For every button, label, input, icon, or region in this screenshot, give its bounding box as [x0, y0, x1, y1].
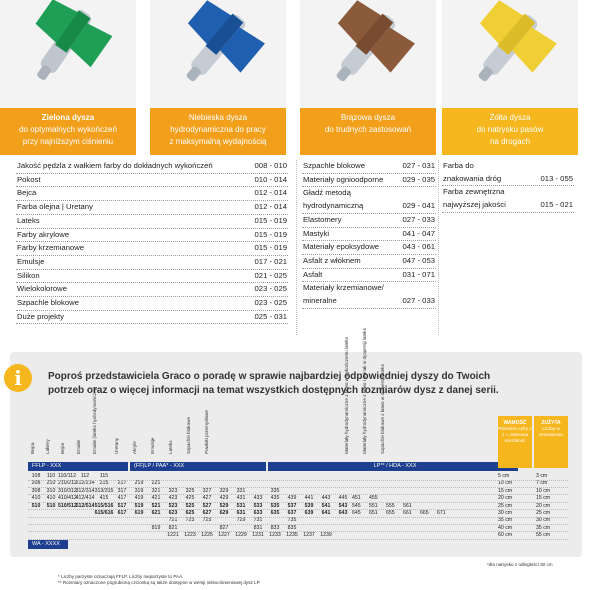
table-cell: 210 [46, 480, 56, 487]
table-cell: 110 [46, 473, 56, 479]
item-range: 010 - 014 [254, 174, 287, 184]
footnotes [58, 574, 260, 586]
item-range: 031 - 071 [402, 269, 435, 279]
item-label: Elastomery [303, 214, 342, 224]
column-header: Emalie [76, 439, 81, 454]
card-title: Zielona dysza [41, 113, 95, 122]
item-range: 017 - 021 [254, 256, 287, 266]
footnote: * Liczby parzyste oznaczają FFLP. Liczby nieparzyste to PAA. [58, 574, 184, 579]
wa-bar: WA - XXXX [28, 540, 68, 549]
table-cell: 208 [31, 480, 41, 487]
table-cell: 643 [338, 510, 348, 516]
item-label: Farby akrylowe [17, 229, 70, 239]
item-range: 015 - 019 [254, 243, 287, 253]
table-cell: 435 [270, 495, 280, 502]
table-cell: 725 [202, 517, 212, 524]
list-item [16, 215, 288, 229]
info-panel [10, 328, 582, 557]
table-cell: 655 [386, 510, 395, 516]
legend-box [498, 416, 532, 468]
list-item [442, 160, 574, 173]
item-label: Emulsje [17, 256, 45, 266]
list-item [302, 228, 436, 242]
table-cell: 831 [253, 524, 263, 531]
spray-width: 35 cm [536, 524, 551, 531]
table-cell: 313/315 [94, 487, 114, 494]
item-label: Asfalt [303, 269, 323, 279]
table-cell: 419 [134, 495, 144, 502]
item-range: 027 - 033 [402, 214, 435, 224]
series-bar: FFLP - XXX [28, 462, 128, 471]
row-divider [28, 480, 568, 481]
table-cell: 821 [168, 524, 178, 531]
item-range: 027 - 031 [402, 161, 435, 170]
series-bar: LP** / HDA - XXX [268, 462, 518, 471]
table-cell: 217 [117, 480, 127, 487]
table-cell: 519 [134, 502, 144, 509]
table-cell: 661 [403, 510, 412, 516]
item-range: 041 - 047 [402, 228, 435, 238]
spray-width: 3 cm [536, 473, 548, 479]
table-cell: 637 [287, 510, 297, 516]
column-header: Materiały hydrodynamiczne z łatwo i jednak w dyspersji lateks [362, 328, 367, 454]
table-cell: 515/516 [94, 502, 114, 509]
footnote: ** Rozmiary oznaczone pogrubioną czcionką są także dostępne w wersji niskociśnieniowej dysz LP. [58, 580, 261, 585]
table-cell: 425 [185, 495, 195, 502]
spray-width: 25 cm [498, 502, 513, 509]
card-subtitle: z maksymalną wydajnością [169, 137, 267, 146]
green-list [16, 160, 288, 324]
item-label: mineralne [303, 296, 337, 306]
card-header [442, 108, 578, 155]
spray-width: 30 cm [498, 510, 513, 516]
table-cell: 410 [46, 495, 56, 502]
item-range: 012 - 014 [254, 202, 287, 212]
column-header: Szpachle blokowe [186, 416, 191, 454]
item-range: 025 - 031 [254, 311, 287, 321]
item-label: Farba do [443, 161, 474, 170]
info-text [48, 370, 499, 398]
table-cell: 417 [117, 495, 127, 502]
item-range: 015 - 021 [540, 200, 573, 210]
item-label: Lateks [17, 215, 40, 225]
table-cell: 633 [253, 510, 263, 516]
item-label: Szpachle blokowe [303, 161, 365, 170]
brown-list [302, 160, 436, 309]
list-item [16, 256, 288, 270]
item-label: Gładź metodą [303, 188, 351, 198]
list-item [302, 187, 436, 200]
table-cell: 1229 [235, 532, 247, 539]
item-label: Wielokolorowe [17, 284, 67, 294]
table-cell: 535 [270, 502, 280, 509]
list-item [302, 214, 436, 228]
item-range: 029 - 041 [402, 201, 435, 211]
table-cell: 455 [369, 495, 378, 502]
table-cell: 210/212 [58, 480, 77, 487]
list-item [16, 311, 288, 325]
table-cell: 615/616 [94, 510, 114, 516]
spray-width: 60 cm [498, 532, 513, 539]
spray-width: 40 cm [498, 524, 513, 531]
table-cell: 1237 [303, 532, 315, 539]
card-subtitle: do natrysku pasów [476, 125, 544, 134]
item-range: 015 - 019 [254, 215, 287, 225]
table-cell: 543 [338, 502, 348, 509]
column-header: Lateks [168, 440, 173, 454]
table-cell: 421 [151, 495, 161, 502]
info-line: Poproś przedstawiciela Graco o poradę w sprawie najbardziej odpowiedniej dyszy do Twoich [48, 371, 491, 382]
table-cell: 1239 [320, 532, 332, 539]
list-item [16, 297, 288, 311]
table-cell: 221 [151, 480, 161, 487]
table-cell: 631 [236, 510, 246, 516]
yellow-spray-tip-icon [442, 0, 578, 108]
row-divider [28, 531, 568, 532]
item-label: Farby krzemianowe [17, 243, 85, 253]
card-header [150, 108, 286, 155]
table-cell: 308 [31, 487, 41, 494]
column-header: Akryle [132, 441, 137, 454]
column-header: Bejce [60, 442, 65, 454]
item-label: Farba olejna | Uretany [17, 202, 93, 212]
table-cell: 323 [168, 487, 178, 494]
info-icon: i [4, 364, 32, 392]
item-range: 021 - 025 [254, 270, 287, 280]
list-item [442, 186, 574, 199]
table-cell: 321 [151, 487, 161, 494]
spray-width: 15 cm [536, 495, 551, 502]
column-header: Uretany [114, 437, 119, 454]
table-cell: 645 [352, 510, 361, 516]
item-range: 027 - 033 [402, 296, 435, 306]
legend-box [534, 416, 568, 468]
table-cell: 415 [99, 495, 109, 502]
table-cell: 410 [31, 495, 41, 502]
list-item [16, 160, 288, 174]
table-cell: 627 [202, 510, 212, 516]
item-label: Silikon [17, 270, 40, 280]
table-cell: 531 [236, 502, 246, 509]
table-cell: 427 [202, 495, 212, 502]
table-cell: 1225 [201, 532, 213, 539]
legend-title: ZUŻYTA [541, 420, 561, 426]
card-subtitle: do trudnych zastosowań [324, 125, 412, 134]
table-cell: 335 [270, 487, 280, 494]
table-cell: 317 [117, 487, 127, 494]
list-item [16, 174, 288, 188]
table-cell: 1233 [269, 532, 281, 539]
item-range: 029 - 035 [402, 174, 435, 184]
list-item [16, 187, 288, 201]
list-item [302, 174, 436, 188]
legend-title: WAMOŚĆ [503, 420, 527, 426]
list-item [302, 241, 436, 255]
item-label: Asfalt z włóknem [303, 255, 361, 265]
table-cell: 451 [352, 495, 361, 502]
column-header: Lakiery [45, 439, 50, 454]
table-cell: 510 [46, 502, 56, 509]
list-item [302, 282, 436, 295]
table-cell: 1227 [218, 532, 230, 539]
column-header: Szpachle blokowe z łatwo w dyspersji lateks [380, 364, 385, 454]
item-label: Szpachle blokowe [17, 298, 79, 308]
divider [296, 160, 297, 335]
item-label: Materiały epoksydowe [303, 242, 380, 252]
item-label: Mastyki [303, 228, 330, 238]
table-cell: 651 [369, 510, 378, 516]
item-range: 015 - 019 [254, 229, 287, 239]
table-cell: 555 [386, 502, 395, 509]
list-item [302, 255, 436, 269]
table-cell: 517 [117, 502, 127, 509]
table-cell: 510 [31, 502, 41, 509]
table-cell: 629 [219, 510, 229, 516]
table-cell: 329 [219, 487, 229, 494]
table-cell: 212/214 [75, 480, 95, 487]
table-cell: 819 [151, 524, 161, 531]
list-item [442, 199, 574, 213]
legend-text: Liczby w zestawieniu [538, 426, 563, 437]
table-cell: 412/414 [75, 495, 95, 502]
table-cell: 735 [287, 517, 297, 524]
spray-width: 7 cm [536, 480, 548, 487]
table-cell: 539 [304, 502, 314, 509]
spray-width: 10 cm [536, 487, 551, 494]
column-header: Emalie (lateks hydrodynamiczny) [92, 386, 97, 454]
row-divider [28, 487, 568, 488]
table-cell: 1223 [184, 532, 196, 539]
column-header: Bejca [30, 442, 35, 454]
table-cell: 665 [420, 510, 429, 516]
table-cell: 433 [253, 495, 263, 502]
item-label: Farba zewnętrzna [443, 187, 505, 197]
table-cell: 431 [236, 495, 246, 502]
spray-width: 20 cm [498, 495, 513, 502]
card-subtitle: przy najniższym ciśnieniu [22, 137, 114, 146]
item-range: 013 - 055 [540, 173, 573, 183]
item-label: znakowania dróg [443, 173, 502, 183]
table-cell: 319 [134, 487, 144, 494]
table-cell: 551 [369, 502, 378, 509]
table-cell: 723 [185, 517, 195, 524]
table-cell: 529 [219, 502, 229, 509]
table-cell: 445 [338, 495, 348, 502]
table-cell: 561 [403, 502, 412, 509]
card-subtitle: do optymalnych wykończeń [19, 125, 117, 134]
table-cell: 619 [134, 510, 144, 516]
blue-spray-tip-icon [150, 0, 286, 108]
width-note: *dla natrysku z odległości 30 cm [487, 562, 553, 567]
table-cell: 545 [352, 502, 361, 509]
table-cell: 541 [321, 502, 331, 509]
list-item [16, 283, 288, 297]
table-cell: 835 [287, 524, 297, 531]
list-item [16, 201, 288, 215]
card-header [0, 108, 136, 155]
table-cell: 512/514 [75, 502, 95, 509]
table-cell: 439 [287, 495, 297, 502]
card-title: Niebieska dysza [188, 113, 248, 122]
row-divider [28, 517, 568, 518]
table-cell: 219 [134, 480, 144, 487]
table-cell: 312/314 [75, 487, 95, 494]
item-range: 023 - 025 [254, 298, 287, 308]
item-label: hydrodynamiczną [303, 201, 364, 211]
green-spray-tip-icon [0, 0, 136, 108]
table-cell: 621 [151, 510, 161, 516]
item-range: 043 - 061 [402, 242, 435, 252]
table-cell: 215 [99, 480, 109, 487]
table-cell: 533 [253, 502, 263, 509]
table-cell: 527 [202, 502, 212, 509]
spray-width: 10 cm [498, 480, 513, 487]
table-cell: 443 [321, 495, 331, 502]
spray-width: 5 cm [498, 473, 510, 479]
divider [438, 160, 439, 335]
item-label: najwyższej jakości [443, 200, 506, 210]
item-range: 047 - 053 [402, 255, 435, 265]
table-cell: 331 [236, 487, 246, 494]
table-cell: 721 [168, 517, 178, 524]
table-cell: 429 [219, 495, 229, 502]
item-label: Pokost [17, 174, 41, 184]
spray-width: 35 cm [498, 517, 513, 524]
table-cell: 833 [270, 524, 280, 531]
table-cell: 310 [46, 487, 56, 494]
table-cell: 115 [99, 473, 109, 479]
brown-spray-tip-icon [300, 0, 436, 108]
item-label: Materiały krzemianowe/ [303, 283, 384, 293]
table-cell: 327 [202, 487, 212, 494]
table-cell: 827 [219, 524, 229, 531]
row-divider [28, 539, 568, 540]
row-divider [28, 502, 568, 503]
table-cell: 108 [31, 473, 41, 479]
table-cell: 525 [185, 502, 195, 509]
card-title: Żółta dysza [489, 113, 531, 122]
table-cell: 110/112 [58, 473, 76, 479]
spray-width: 55 cm [536, 532, 551, 539]
info-line: potrzeb oraz o więcej informacji na temat wszystkich dostępnych rozmiarów dysz z danej serii. [48, 385, 499, 396]
list-item [16, 229, 288, 243]
card-header [300, 108, 436, 155]
table-cell: 325 [185, 487, 195, 494]
list-item [302, 269, 436, 283]
table-cell: 537 [287, 502, 297, 509]
list-item [302, 160, 436, 174]
table-cell: 1235 [286, 532, 298, 539]
column-header: Materiały hydrodynamiczne z łatwo w wykończeniu lateks [344, 337, 349, 454]
yellow-list [442, 160, 574, 213]
table-cell: 510/512 [58, 502, 77, 509]
item-range: 012 - 014 [254, 188, 287, 198]
list-item [442, 173, 574, 187]
card-subtitle: hydrodynamiczna do pracy [170, 125, 266, 134]
spray-width: 20 cm [536, 502, 551, 509]
legend-text: Pierwsze cyfry x 1 = zalecana szerokość [498, 426, 532, 443]
table-cell: 1221 [167, 532, 179, 539]
table-cell: 617 [117, 510, 127, 516]
table-cell: 731 [253, 517, 263, 524]
table-cell: 410/412 [58, 495, 77, 502]
list-item [302, 295, 436, 309]
row-divider [28, 494, 568, 495]
list-item [16, 270, 288, 284]
item-label: Duże projekty [17, 311, 64, 321]
table-cell: 671 [437, 510, 446, 516]
table-cell: 729 [236, 517, 246, 524]
table-cell: 523 [168, 502, 178, 509]
table-cell: 641 [321, 510, 331, 516]
item-range: 023 - 025 [254, 284, 287, 294]
card-subtitle: na drogach [489, 137, 531, 146]
column-header: Emulsje [150, 437, 155, 454]
spray-width: 25 cm [536, 510, 551, 516]
row-divider [28, 524, 568, 525]
card-title: Brązowa dysza [340, 113, 396, 122]
table-cell: 639 [304, 510, 314, 516]
table-cell: 441 [304, 495, 314, 502]
table-cell: 1231 [252, 532, 264, 539]
table-cell: 310/312 [58, 487, 77, 494]
table-cell: 625 [185, 510, 195, 516]
table-cell: 112 [80, 473, 90, 479]
spray-width: 30 cm [536, 517, 551, 524]
item-range: 008 - 010 [254, 161, 287, 170]
table-cell: 635 [270, 510, 280, 516]
list-item [302, 200, 436, 214]
item-label: Jakość pędzla z wałkiem farby do dokładnych wykończeń [17, 161, 213, 170]
row-divider [28, 509, 568, 510]
column-header: Powłoki przemysłowe [204, 410, 209, 454]
series-bar: (FF)LP / PAA* - XXX [130, 462, 266, 471]
item-label: Bejca [17, 188, 37, 198]
list-item [16, 242, 288, 256]
table-cell: 521 [151, 502, 161, 509]
table-cell: 623 [168, 510, 178, 516]
spray-width: 15 cm [498, 487, 513, 494]
table-cell: 423 [168, 495, 178, 502]
item-label: Materiały ognioodporne [303, 174, 384, 184]
